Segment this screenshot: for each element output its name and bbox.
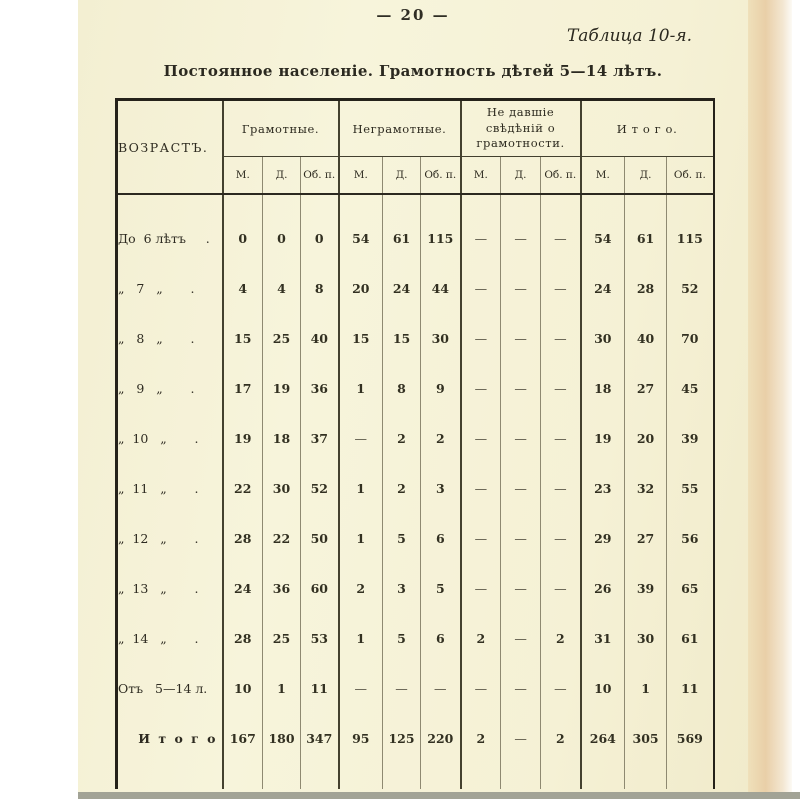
table-cell: 24 [383,263,421,313]
table-cell: 50 [301,513,339,563]
row-label: „ 12 „ . [118,530,199,546]
table-cell: 23 [581,463,625,513]
table-cell: 39 [667,413,714,463]
table-cell: — [501,363,541,413]
table-cell: 20 [625,413,667,463]
row-label: До 6 лѣтъ . [118,230,210,246]
table-cell: 2 [383,463,421,513]
row-label: „ 7 „ . [118,280,195,296]
table-cell: 8 [301,263,339,313]
table-cell: — [541,663,581,713]
col-header: Д. [625,157,667,195]
table-cell: 1 [625,663,667,713]
table-cell: 1 [339,613,383,663]
col-header: М. [339,157,383,195]
table-cell: 53 [301,613,339,663]
col-header: Об. п. [301,157,339,195]
table-cell: 18 [581,363,625,413]
table-cell: — [501,563,541,613]
table-cell: 4 [263,263,301,313]
group-header-literate: Грамотные. [223,100,339,157]
table-cell: 1 [339,513,383,563]
table-cell: 0 [301,213,339,263]
table-cell: 60 [301,563,339,613]
table-cell: 36 [301,363,339,413]
table-cell: 40 [625,313,667,363]
table-cell: — [501,613,541,663]
group-header-no-info: Не давшіе свѣдѣній о грамотности. [461,100,581,157]
table-cell: — [501,713,541,763]
table-cell: — [541,413,581,463]
table-cell: 2 [541,613,581,663]
table-cell: 28 [625,263,667,313]
table-cell: — [461,363,501,413]
col-header: Д. [383,157,421,195]
table-cell: 5 [383,613,421,663]
table-cell: — [461,313,501,363]
table-cell: — [461,513,501,563]
table-cell: 30 [625,613,667,663]
table-cell: 3 [383,563,421,613]
table-cell: 3 [421,463,461,513]
table-cell: 44 [421,263,461,313]
table-cell: 305 [625,713,667,763]
group-header-illiterate: Неграмотные. [339,100,461,157]
table-cell: 167 [223,713,263,763]
table-cell: 54 [581,213,625,263]
table-cell: 28 [223,513,263,563]
table-cell: 18 [263,413,301,463]
table-cell: 24 [223,563,263,613]
table-cell: 19 [263,363,301,413]
table-row [117,263,714,313]
table-cell: — [541,463,581,513]
page-number: — 20 — [376,6,450,24]
table-cell: 31 [581,613,625,663]
table-cell: 24 [581,263,625,313]
table-cell: 2 [461,613,501,663]
table-cell: 8 [383,363,421,413]
table-cell: 2 [461,713,501,763]
table-cell: 115 [667,213,714,263]
table-cell: 32 [625,463,667,513]
table-cell: 220 [421,713,461,763]
table-caption: Таблица 10-я. [566,26,692,46]
table-cell: 40 [301,313,339,363]
col-header: Об. п. [541,157,581,195]
col-header: Об. п. [421,157,461,195]
row-label: „ 10 „ . [118,430,199,446]
table-cell: — [461,663,501,713]
col-header: М. [223,157,263,195]
table-cell: 54 [339,213,383,263]
table-cell: 27 [625,513,667,563]
table-cell: — [541,363,581,413]
row-label: „ 11 „ . [118,480,199,496]
table-cell: 29 [581,513,625,563]
table-cell: — [501,663,541,713]
table-row [117,213,714,263]
table-cell: 347 [301,713,339,763]
table-cell: 115 [421,213,461,263]
table-row [117,463,714,513]
table-cell: 30 [581,313,625,363]
table-cell: 45 [667,363,714,413]
table-row [117,563,714,613]
table-cell: 70 [667,313,714,363]
table-cell: 20 [339,263,383,313]
table-cell: 10 [581,663,625,713]
table-cell: 25 [263,613,301,663]
table-cell: — [501,313,541,363]
table-cell: 0 [263,213,301,263]
row-label: „ 14 „ . [118,630,199,646]
table-cell: 5 [421,563,461,613]
table-cell: 264 [581,713,625,763]
table-cell: 2 [383,413,421,463]
table-cell: — [541,263,581,313]
table-cell: 2 [541,713,581,763]
table-cell: 27 [625,363,667,413]
table-cell: 9 [421,363,461,413]
table-cell: 6 [421,513,461,563]
table-cell: — [421,663,461,713]
table-cell: 15 [223,313,263,363]
spacer-row [117,763,714,789]
table-cell: 0 [223,213,263,263]
table-cell: 25 [263,313,301,363]
table-cell: 52 [667,263,714,313]
table-cell: 2 [421,413,461,463]
table-cell: — [501,413,541,463]
table-row [117,513,714,563]
group-header-row [117,100,714,157]
table-row [117,413,714,463]
document-title: Постоянное населеніе. Грамотность дѣтей 5—14 лѣтъ. [163,62,663,80]
table-cell: — [339,413,383,463]
table-cell: 55 [667,463,714,513]
table-cell: — [541,313,581,363]
col-header: М. [581,157,625,195]
scan-bottom-edge [78,792,800,799]
table-cell: — [541,213,581,263]
table-cell: 36 [263,563,301,613]
table-cell: 61 [625,213,667,263]
table-cell: — [501,463,541,513]
row-label: „ 9 „ . [118,380,195,396]
table-cell: 2 [339,563,383,613]
table-cell: 17 [223,363,263,413]
row-label: „ 8 „ . [118,330,195,346]
table-cell: 19 [223,413,263,463]
table-cell: 28 [223,613,263,663]
row-label: „ 13 „ . [118,580,199,596]
table-row [117,313,714,363]
table-cell: 22 [263,513,301,563]
col-header: Д. [263,157,301,195]
table-cell: 4 [223,263,263,313]
table-cell: 56 [667,513,714,563]
row-label: И т о г о [138,730,218,746]
spacer-row [117,194,714,213]
table-cell: 5 [383,513,421,563]
table-cell: — [461,563,501,613]
table-cell: 39 [625,563,667,613]
table-cell: 22 [223,463,263,513]
table-row [117,613,714,663]
table-cell: — [461,413,501,463]
table-cell: 61 [667,613,714,663]
table-body [117,194,714,789]
table-cell: 15 [383,313,421,363]
table-cell: — [541,513,581,563]
table-cell: — [501,213,541,263]
table-cell: 6 [421,613,461,663]
table-cell: 26 [581,563,625,613]
table-cell: — [461,263,501,313]
table-cell: — [383,663,421,713]
table-cell: 1 [339,463,383,513]
table-cell: — [461,463,501,513]
table-cell: 37 [301,413,339,463]
age-column-header: ВОЗРАСТЪ. [117,100,223,195]
table-cell: — [461,213,501,263]
table-cell: 61 [383,213,421,263]
table-cell: 1 [339,363,383,413]
table-cell: 19 [581,413,625,463]
table-cell: — [339,663,383,713]
table-cell: 30 [421,313,461,363]
table-cell: 11 [301,663,339,713]
table-cell: 15 [339,313,383,363]
table-cell: 180 [263,713,301,763]
table-row [117,663,714,713]
table-cell: 1 [263,663,301,713]
table-cell: 95 [339,713,383,763]
table-cell: 125 [383,713,421,763]
page-curl-edge [748,0,792,799]
table-cell: — [501,513,541,563]
table-row [117,363,714,413]
table-cell: 65 [667,563,714,613]
table-cell: — [501,263,541,313]
page-background [78,0,748,799]
table-cell: 10 [223,663,263,713]
row-label: Отъ 5—14 л. [118,680,208,696]
table-cell: 569 [667,713,714,763]
col-header: М. [461,157,501,195]
col-header: Об. п. [667,157,714,195]
table-cell: — [541,563,581,613]
table-cell: 52 [301,463,339,513]
literacy-table [115,98,715,789]
col-header: Д. [501,157,541,195]
table-row [117,713,714,763]
table-cell: 30 [263,463,301,513]
table-cell: 11 [667,663,714,713]
group-header-total: И т о г о. [581,100,714,157]
